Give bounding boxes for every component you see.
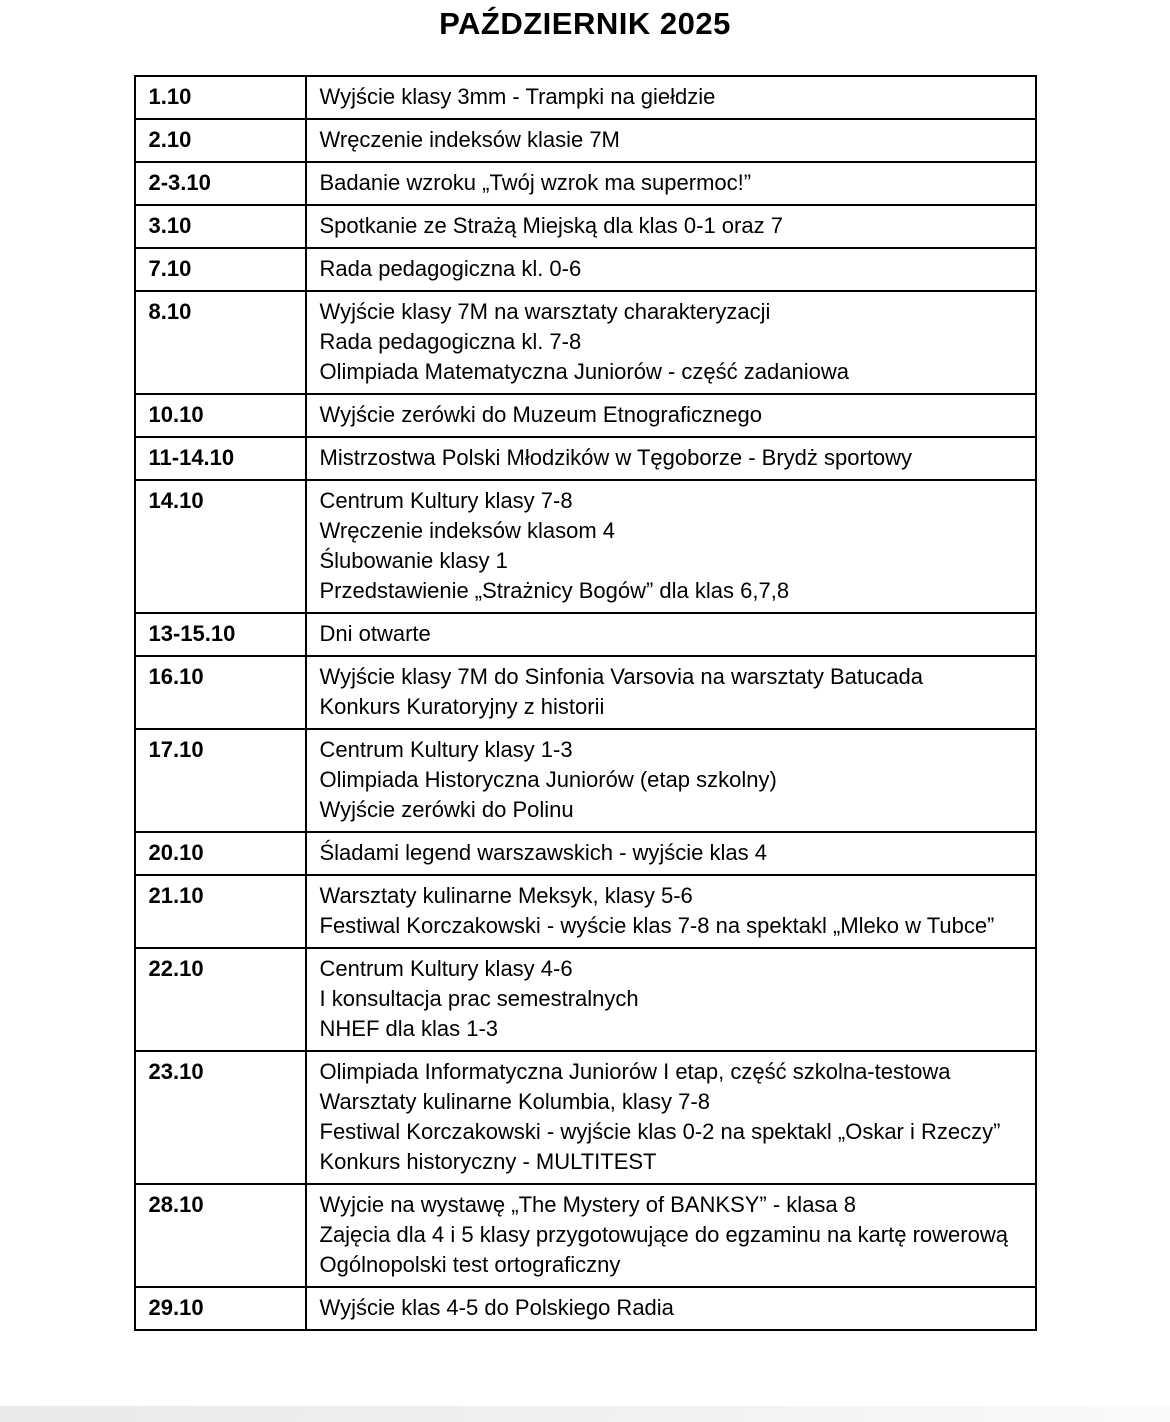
date-cell: 1.10 <box>135 76 306 119</box>
events-cell <box>306 76 1036 119</box>
table-row <box>135 948 1036 1051</box>
events-cell <box>306 948 1036 1051</box>
event-line: Konkurs historyczny - MULTITEST <box>319 1149 657 1174</box>
event-line: Wyjście klas 4-5 do Polskiego Radia <box>319 1295 674 1320</box>
events-cell <box>306 1051 1036 1184</box>
event-line: Dni otwarte <box>319 621 431 646</box>
events-table <box>134 75 1037 1331</box>
date-cell: 3.10 <box>135 205 306 248</box>
date-cell: 17.10 <box>135 729 306 832</box>
events-cell <box>306 291 1036 394</box>
date-cell: 28.10 <box>135 1184 306 1287</box>
event-line: I konsultacja prac semestralnych <box>319 986 639 1011</box>
event-line: Konkurs Kuratoryjny z historii <box>319 694 605 719</box>
event-line: Śladami legend warszawskich - wyjście klas 4 <box>319 840 767 865</box>
event-line: Warsztaty kulinarne Meksyk, klasy 5-6 <box>319 883 693 908</box>
events-cell <box>306 832 1036 875</box>
event-line: Wyjście zerówki do Muzeum Etnograficznego <box>319 402 762 427</box>
table-row <box>135 480 1036 613</box>
date-cell: 7.10 <box>135 248 306 291</box>
date-cell: 14.10 <box>135 480 306 613</box>
date-cell: 29.10 <box>135 1287 306 1330</box>
table-row <box>135 1184 1036 1287</box>
page-title: PAŹDZIERNIK 2025 <box>439 6 731 41</box>
events-cell <box>306 1184 1036 1287</box>
events-cell <box>306 656 1036 729</box>
event-line: Warsztaty kulinarne Kolumbia, klasy 7-8 <box>319 1089 710 1114</box>
event-line: Festiwal Korczakowski - wyjście klas 0-2 na spektakl „Oskar i Rzeczy” <box>319 1119 1001 1144</box>
date-cell: 16.10 <box>135 656 306 729</box>
events-cell <box>306 1287 1036 1330</box>
events-cell <box>306 248 1036 291</box>
event-line: Wyjście klasy 7M do Sinfonia Varsovia na warsztaty Batucada <box>319 664 923 689</box>
event-line: Wyjście klasy 7M na warsztaty charakteryzacji <box>319 299 771 324</box>
date-cell: 11-14.10 <box>135 437 306 480</box>
event-line: Centrum Kultury klasy 4-6 <box>319 956 573 981</box>
events-cell <box>306 875 1036 948</box>
events-cell <box>306 437 1036 480</box>
table-row <box>135 656 1036 729</box>
event-line: Badanie wzroku „Twój wzrok ma supermoc!” <box>319 170 752 195</box>
date-cell: 2.10 <box>135 119 306 162</box>
table-row <box>135 76 1036 119</box>
event-line: Mistrzostwa Polski Młodzików w Tęgoborze - Brydż sportowy <box>319 445 913 470</box>
table-row <box>135 291 1036 394</box>
date-cell: 23.10 <box>135 1051 306 1184</box>
page-bottom-edge <box>0 1406 1170 1422</box>
event-line: Olimpiada Historyczna Juniorów (etap szkolny) <box>319 767 777 792</box>
events-cell <box>306 394 1036 437</box>
table-row <box>135 832 1036 875</box>
event-line: Centrum Kultury klasy 7-8 <box>319 488 573 513</box>
table-row <box>135 394 1036 437</box>
events-cell <box>306 613 1036 656</box>
date-cell: 21.10 <box>135 875 306 948</box>
event-line: Wyjście zerówki do Polinu <box>319 797 574 822</box>
date-cell: 8.10 <box>135 291 306 394</box>
event-line: Wyjcie na wystawę „The Mystery of BANKSY” - klasa 8 <box>319 1192 857 1217</box>
event-line: Olimpiada Matematyczna Juniorów - część zadaniowa <box>319 359 849 384</box>
events-cell <box>306 162 1036 205</box>
event-line: Centrum Kultury klasy 1-3 <box>319 737 573 762</box>
events-cell <box>306 205 1036 248</box>
event-line: Ślubowanie klasy 1 <box>319 548 508 573</box>
events-cell <box>306 480 1036 613</box>
event-line: Wręczenie indeksów klasie 7M <box>319 127 620 152</box>
table-row <box>135 119 1036 162</box>
date-cell: 20.10 <box>135 832 306 875</box>
event-line: Wręczenie indeksów klasom 4 <box>319 518 615 543</box>
event-line: Przedstawienie „Strażnicy Bogów” dla klas 6,7,8 <box>319 578 790 603</box>
table-row <box>135 205 1036 248</box>
table-row <box>135 1287 1036 1330</box>
table-row <box>135 437 1036 480</box>
event-line: Olimpiada Informatyczna Juniorów I etap, część szkolna-testowa <box>319 1059 951 1084</box>
events-table-body <box>135 76 1036 1330</box>
date-cell: 22.10 <box>135 948 306 1051</box>
event-line: Festiwal Korczakowski - wyście klas 7-8 na spektakl „Mleko w Tubce” <box>319 913 995 938</box>
events-cell <box>306 119 1036 162</box>
table-row <box>135 162 1036 205</box>
table-row <box>135 248 1036 291</box>
event-line: Spotkanie ze Strażą Miejską dla klas 0-1 oraz 7 <box>319 213 783 238</box>
date-cell: 13-15.10 <box>135 613 306 656</box>
date-cell: 10.10 <box>135 394 306 437</box>
event-line: Ogólnopolski test ortograficzny <box>319 1252 621 1277</box>
table-row <box>135 1051 1036 1184</box>
events-cell <box>306 729 1036 832</box>
event-line: Rada pedagogiczna kl. 7-8 <box>319 329 582 354</box>
event-line: Zajęcia dla 4 i 5 klasy przygotowujące do egzaminu na kartę rowerową <box>319 1222 1008 1247</box>
event-line: Rada pedagogiczna kl. 0-6 <box>319 256 582 281</box>
table-row <box>135 613 1036 656</box>
event-line: NHEF dla klas 1-3 <box>319 1016 499 1041</box>
table-row <box>135 729 1036 832</box>
table-row <box>135 875 1036 948</box>
date-cell: 2-3.10 <box>135 162 306 205</box>
event-line: Wyjście klasy 3mm - Trampki na giełdzie <box>319 84 716 109</box>
